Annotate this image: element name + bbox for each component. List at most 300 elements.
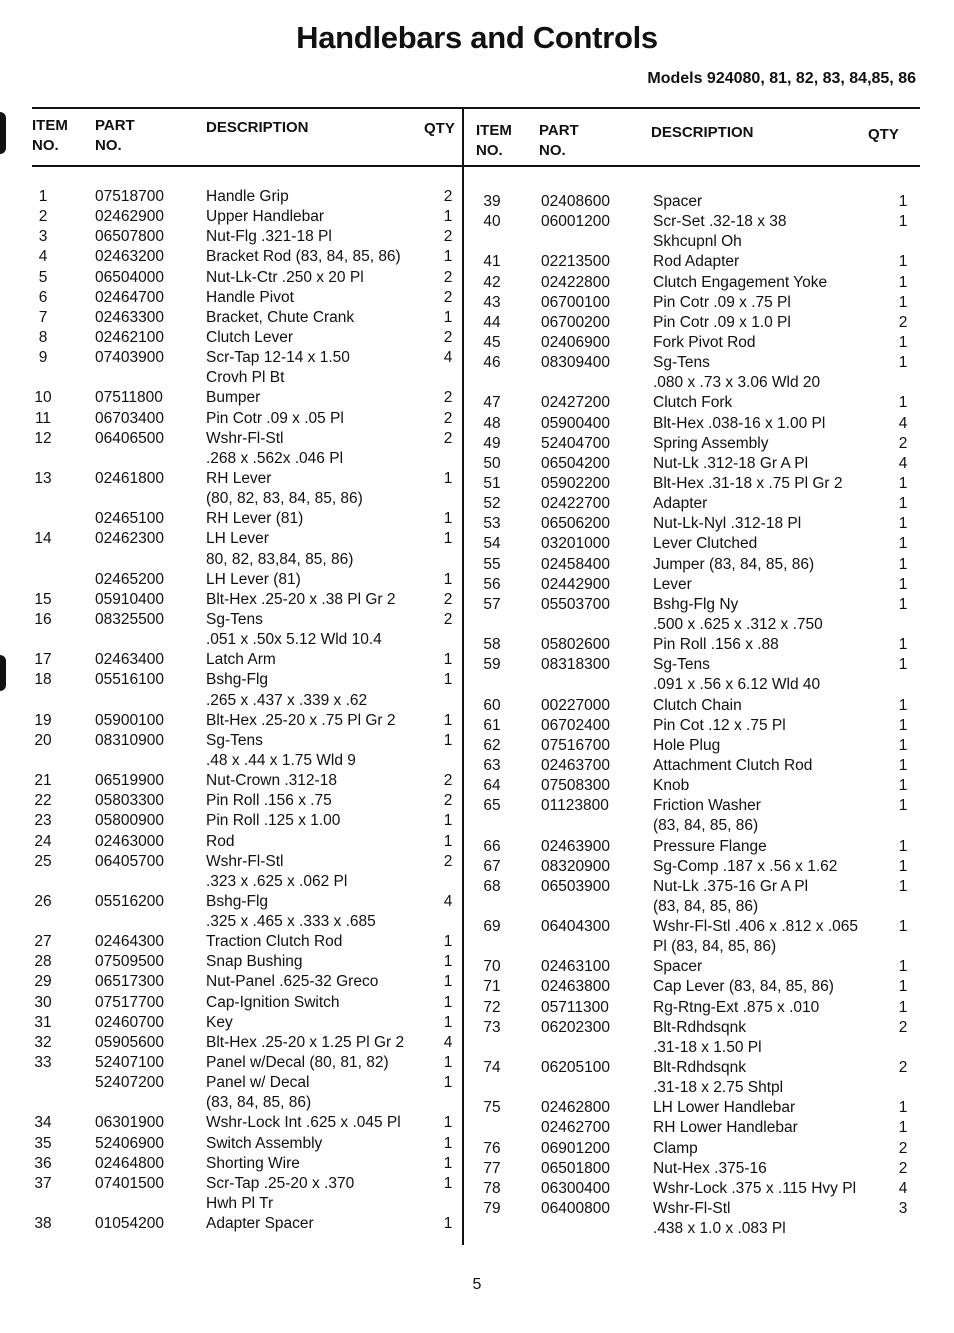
cell-item: 4 [38,248,48,266]
cell-part: 00227000 [541,696,610,714]
cell-desc: Shorting Wire [206,1154,300,1172]
cell-desc: Sg-Tens [206,610,263,628]
cell-desc: LH Lower Handlebar [653,1099,796,1117]
cell-qty: 1 [443,1114,453,1132]
cell-qty: 1 [898,978,908,996]
cell-part: 52406900 [95,1134,164,1152]
cell-qty: 1 [443,933,453,951]
cell-item: 47 [483,394,501,412]
cell-part: 08318300 [541,656,610,674]
cell-qty: 1 [443,1154,453,1172]
cell-item: 39 [483,193,501,210]
cell-qty: 4 [898,454,908,472]
cell-part: 07516700 [541,736,610,754]
cell-item: 30 [34,993,52,1011]
cell-part: 07403900 [95,349,164,367]
cell-part: 07401500 [95,1174,164,1192]
cell-part: 06506200 [541,515,610,533]
cell-qty: 2 [898,1059,908,1077]
right-header-part [539,121,579,161]
cell-qty: 1 [443,1174,453,1192]
cell-item: 75 [483,1099,501,1117]
cell-qty: 2 [443,792,453,810]
cell-item: 34 [34,1114,52,1132]
cell-part: 02463800 [541,978,610,996]
cell-desc: Bumper [206,389,261,407]
cell-item: 74 [483,1059,501,1077]
cell-desc: Wshr-Fl-Stl .406 x .812 x .065 [653,918,859,936]
cell-qty: 2 [443,288,453,306]
cell-qty: 2 [898,434,908,452]
cell-desc: Pin Roll .125 x 1.00 [206,812,341,830]
cell-desc: Bshg-Flg [206,892,269,910]
cell-item: 77 [483,1159,501,1177]
cell-qty: 1 [898,1099,908,1117]
left-header-qty: QTY [424,120,455,137]
cell-qty: 4 [898,414,908,432]
cell-item: 6 [38,288,48,306]
cell-item: 3 [38,228,48,246]
cell-item: 50 [483,454,501,472]
cell-qty: 1 [898,797,908,815]
cell-qty: 2 [443,188,453,205]
cell-part: 02462800 [541,1099,610,1117]
cell-part: 07518700 [95,188,164,205]
cell-desc: Key [206,1013,233,1031]
cell-item: 1 [38,188,48,205]
cell-qty: 1 [443,1074,453,1092]
cell-desc: Nut-Hex .375-16 [653,1159,767,1177]
cell-qty: 1 [443,570,453,588]
cell-part: 07511800 [95,389,163,407]
cell-qty: 1 [898,394,908,412]
cell-desc: Bracket Rod (83, 84, 85, 86) [206,248,401,266]
cell-part: 02463200 [95,248,164,266]
cell-part: 02422800 [541,273,610,291]
cell-qty: 1 [898,193,908,210]
cell-item: 45 [483,333,501,351]
cell-part: 06202300 [541,1018,610,1036]
cell-desc: .268 x .562x .046 Pl [206,449,344,467]
header-item-line1: ITEM [476,122,512,139]
cell-qty: 2 [443,610,453,628]
cell-item: 14 [34,530,52,548]
cell-item: 16 [34,610,52,628]
cell-desc: Friction Washer [653,797,761,815]
cell-qty: 2 [443,389,453,407]
cell-part: 05516100 [95,671,164,689]
cell-desc: Spacer [653,193,703,210]
cell-part: 06501800 [541,1159,610,1177]
column-divider [462,107,464,1245]
cell-item: 65 [483,797,501,815]
right-header-item [476,121,512,161]
page-title: Handlebars and Controls [296,20,658,55]
cell-item: 28 [34,953,52,971]
cell-desc: Fork Pivot Rod [653,333,756,351]
cell-item: 78 [483,1179,501,1197]
cell-item: 33 [34,1054,52,1072]
cell-qty: 1 [443,1134,453,1152]
cell-part: 05503700 [541,595,610,613]
cell-part: 03201000 [541,535,610,553]
cell-desc: Sg-Comp .187 x .56 x 1.62 [653,857,838,875]
cell-qty: 1 [443,973,453,991]
cell-desc: Panel w/ Decal [206,1074,310,1092]
cell-part: 02464300 [95,933,164,951]
cell-desc: .080 x .73 x 3.06 Wld 20 [653,374,821,392]
cell-item: 69 [483,918,501,936]
cell-desc: Nut-Lk .375-16 Gr A Pl [653,877,809,895]
left-header-description: DESCRIPTION [206,119,309,136]
cell-part: 01123800 [541,797,609,815]
cell-desc: Lever Clutched [653,535,758,553]
cell-item: 53 [483,515,501,533]
cell-desc: Crovh Pl Bt [206,369,285,387]
cell-desc: RH Lever [206,469,272,487]
cell-part: 08310900 [95,731,164,749]
cell-item: 26 [34,892,52,910]
cell-part: 05910400 [95,590,164,608]
header-part-line2: NO. [539,142,566,159]
left-header-part [95,116,135,156]
cell-item: 46 [483,354,501,372]
cell-item: 73 [483,1018,501,1036]
cell-qty: 1 [898,495,908,513]
cell-desc: Sg-Tens [653,656,710,674]
cell-desc: Wshr-Lock Int .625 x .045 Pl [206,1114,401,1132]
cell-qty: 1 [898,273,908,291]
cell-part: 02465200 [95,570,164,588]
cell-item: 62 [483,736,501,754]
cell-qty: 1 [898,998,908,1016]
cell-part: 05905600 [95,1033,164,1051]
cell-qty: 1 [443,993,453,1011]
cell-item: 13 [34,469,52,487]
cell-item: 9 [38,349,48,367]
cell-part: 02463400 [95,651,164,669]
cell-part: 02462300 [95,530,164,548]
cell-part: 06406500 [95,429,164,447]
cell-part: 05900400 [541,414,610,432]
cell-desc: Knob [653,777,690,795]
cell-part: 06504200 [541,454,610,472]
cell-qty: 1 [443,308,453,326]
cell-item: 51 [483,474,501,492]
cell-qty: 2 [443,268,453,286]
cell-desc: Wshr-Lock .375 x .115 Hvy Pl [653,1179,857,1197]
cell-part: 02462100 [95,328,164,346]
cell-desc: Rg-Rtng-Ext .875 x .010 [653,998,820,1016]
cell-qty: 1 [898,837,908,855]
cell-qty: 1 [898,213,908,231]
cell-qty: 1 [443,1054,453,1072]
cell-part: 02442900 [541,575,610,593]
cell-desc: Adapter [653,495,708,513]
cell-qty: 1 [898,918,908,936]
page-number: 5 [472,1276,482,1293]
cell-part: 06507800 [95,228,164,246]
cell-desc: Pin Cot .12 x .75 Pl [653,716,786,734]
cell-desc: .265 x .437 x .339 x .62 [206,691,368,709]
cell-qty: 1 [443,530,453,548]
cell-desc: .31-18 x 2.75 Shtpl [653,1079,784,1097]
cell-desc: Sg-Tens [206,731,263,749]
cell-desc: Snap Bushing [206,953,303,971]
cell-part: 02462700 [541,1119,610,1137]
cell-desc: Cap-Ignition Switch [206,993,340,1011]
cell-item: 19 [34,711,52,729]
cell-desc: Upper Handlebar [206,208,325,226]
cell-item: 12 [34,429,52,447]
cell-part: 06503900 [541,877,610,895]
cell-part: 06300400 [541,1179,610,1197]
cell-item: 25 [34,852,52,870]
cell-part: 08309400 [541,354,610,372]
cell-qty: 1 [443,248,453,266]
cell-desc: Nut-Lk-Nyl .312-18 Pl [653,515,802,533]
cell-item: 22 [34,792,52,810]
cell-desc: Pin Cotr .09 x .05 Pl [206,409,344,427]
cell-item: 72 [483,998,501,1016]
cell-part: 06517300 [95,973,164,991]
cell-desc: .438 x 1.0 x .083 Pl [653,1220,786,1238]
cell-qty: 1 [898,696,908,714]
cell-item: 27 [34,933,52,951]
cell-part: 06001200 [541,213,610,231]
cell-item: 8 [38,328,48,346]
cell-part: 02458400 [541,555,610,573]
cell-desc: Nut-Lk .312-18 Gr A Pl [653,454,809,472]
cell-desc: Handle Pivot [206,288,294,306]
cell-qty: 1 [898,636,908,654]
cell-part: 06700200 [541,313,610,331]
cell-desc: Blt-Hex .31-18 x .75 Pl Gr 2 [653,474,843,492]
header-item-line2: NO. [476,142,503,159]
cell-item: 43 [483,293,501,311]
cell-part: 06405700 [95,852,164,870]
cell-qty: 1 [898,656,908,674]
cell-qty: 2 [443,409,453,427]
cell-qty: 1 [898,293,908,311]
cell-qty: 2 [443,228,453,246]
cell-desc: Panel w/Decal (80, 81, 82) [206,1054,389,1072]
cell-desc: Hole Plug [653,736,721,754]
cell-desc: Blt-Rdhdsqnk [653,1059,747,1077]
cell-part: 06519900 [95,772,164,790]
cell-part: 02463700 [541,756,610,774]
cell-desc: Nut-Flg .321-18 Pl [206,228,332,246]
cell-item: 2 [38,208,48,226]
cell-qty: 2 [443,328,453,346]
cell-desc: Blt-Hex .25-20 x .38 Pl Gr 2 [206,590,396,608]
left-header-item [32,116,68,156]
cell-part: 02463100 [541,958,610,976]
cell-item: 49 [483,434,501,452]
cell-item: 64 [483,777,501,795]
right-header-description: DESCRIPTION [651,124,754,141]
cell-item: 41 [483,253,501,271]
cell-desc: 80, 82, 83,84, 85, 86) [206,550,354,568]
cell-desc: .051 x .50x 5.12 Wld 10.4 [206,631,382,649]
cell-item: 55 [483,555,501,573]
cell-item: 21 [34,772,52,790]
cell-part: 02464700 [95,288,164,306]
cell-part: 07509500 [95,953,164,971]
cell-part: 02462900 [95,208,164,226]
cell-desc: .325 x .465 x .333 x .685 [206,913,376,931]
cell-desc: (80, 82, 83, 84, 85, 86) [206,490,363,508]
cell-desc: LH Lever [206,530,269,548]
cell-part: 06703400 [95,409,164,427]
cell-desc: Lever [653,575,692,593]
cell-item: 48 [483,414,501,432]
cell-part: 08320900 [541,857,610,875]
cell-part: 05900100 [95,711,164,729]
cell-item: 76 [483,1139,501,1157]
cell-qty: 1 [443,1215,453,1233]
cell-desc: Scr-Tap 12-14 x 1.50 [206,349,350,367]
cell-qty: 1 [898,555,908,573]
cell-qty: 1 [443,469,453,487]
cell-qty: 1 [443,651,453,669]
cell-desc: Adapter Spacer [206,1215,314,1233]
cell-qty: 1 [443,711,453,729]
cell-qty: 1 [898,575,908,593]
cell-qty: 1 [898,716,908,734]
cell-part: 07508300 [541,777,610,795]
cell-qty: 1 [898,595,908,613]
cell-desc: Bracket, Chute Crank [206,308,355,326]
cell-desc: Clutch Fork [653,394,733,412]
cell-desc: Jumper (83, 84, 85, 86) [653,555,815,573]
cell-part: 02463000 [95,832,164,850]
cell-part: 02460700 [95,1013,164,1031]
cell-item: 44 [483,313,501,331]
cell-desc: Bshg-Flg [206,671,269,689]
cell-part: 52404700 [541,434,610,452]
models-line: Models 924080, 81, 82, 83, 84,85, 86 [647,70,916,87]
cell-qty: 1 [443,510,453,528]
cell-part: 02461800 [95,469,164,487]
cell-item: 59 [483,656,501,674]
cell-part: 06702400 [541,716,610,734]
cell-desc: Scr-Set .32-18 x 38 [653,213,787,231]
cell-item: 58 [483,636,501,654]
cell-qty: 1 [898,756,908,774]
header-part-line1: PART [95,117,135,134]
cell-part: 05516200 [95,892,164,910]
cell-part: 02465100 [95,510,164,528]
cell-qty: 1 [443,671,453,689]
cell-qty: 1 [898,253,908,271]
cell-item: 15 [34,590,52,608]
cell-part: 01054200 [95,1215,164,1233]
cell-qty: 2 [898,1139,908,1157]
cell-desc: (83, 84, 85, 86) [206,1094,312,1112]
cell-desc: Hwh Pl Tr [206,1195,274,1213]
cell-part: 06301900 [95,1114,164,1132]
cell-qty: 2 [443,772,453,790]
cell-qty: 1 [898,958,908,976]
cell-desc: Latch Arm [206,651,276,669]
cell-desc: Rod [206,832,235,850]
cell-desc: Scr-Tap .25-20 x .370 [206,1174,355,1192]
cell-part: 06205100 [541,1059,610,1077]
cell-desc: Blt-Hex .25-20 x .75 Pl Gr 2 [206,711,396,729]
cell-qty: 1 [443,208,453,226]
cell-item: 67 [483,857,501,875]
cell-desc: Nut-Lk-Ctr .250 x 20 Pl [206,268,364,286]
cell-desc: Pin Roll .156 x .75 [206,792,332,810]
cell-qty: 1 [898,857,908,875]
cell-qty: 4 [898,1179,908,1197]
table-top-rule [32,107,920,109]
cell-item: 24 [34,832,52,850]
cell-qty: 2 [443,590,453,608]
cell-desc: Switch Assembly [206,1134,323,1152]
cell-desc: Blt-Hex .25-20 x 1.25 Pl Gr 2 [206,1033,405,1051]
cell-desc: Skhcupnl Oh [653,233,742,251]
cell-part: 05902200 [541,474,610,492]
cell-desc: Blt-Rdhdsqnk [653,1018,747,1036]
cell-desc: .091 x .56 x 6.12 Wld 40 [653,676,821,694]
cell-item: 10 [34,389,52,407]
cell-part: 08325500 [95,610,164,628]
cell-qty: 1 [898,354,908,372]
cell-qty: 1 [898,333,908,351]
cell-qty: 1 [898,736,908,754]
cell-part: 02464800 [95,1154,164,1172]
cell-qty: 4 [443,892,453,910]
cell-desc: Sg-Tens [653,354,710,372]
cell-desc: Spacer [653,958,703,976]
cell-part: 06400800 [541,1200,610,1218]
cell-qty: 1 [898,1119,908,1137]
cell-qty: 1 [898,777,908,795]
cell-qty: 1 [898,535,908,553]
cell-item: 29 [34,973,52,991]
cell-desc: Wshr-Fl-Stl [206,429,284,447]
binding-mark-top [0,112,6,154]
cell-part: 52407100 [95,1054,164,1072]
cell-desc: LH Lever (81) [206,570,301,588]
cell-desc: Clamp [653,1139,698,1157]
cell-item: 52 [483,495,501,513]
cell-item: 35 [34,1134,52,1152]
cell-part: 05803300 [95,792,164,810]
cell-desc: Wshr-Fl-Stl [653,1200,731,1218]
cell-part: 07517700 [95,993,164,1011]
cell-part: 02427200 [541,394,610,412]
cell-qty: 1 [898,515,908,533]
cell-qty: 1 [443,1013,453,1031]
cell-qty: 2 [443,852,453,870]
cell-desc: Handle Grip [206,188,289,205]
cell-qty: 1 [443,832,453,850]
cell-item: 23 [34,812,52,830]
cell-desc: Blt-Hex .038-16 x 1.00 Pl [653,414,826,432]
cell-item: 79 [483,1200,501,1218]
cell-desc: .500 x .625 x .312 x .750 [653,615,823,633]
cell-desc: Bshg-Flg Ny [653,595,739,613]
cell-part: 06404300 [541,918,610,936]
cell-part: 06504000 [95,268,164,286]
cell-desc: Attachment Clutch Rod [653,756,813,774]
cell-desc: Nut-Crown .312-18 [206,772,337,790]
cell-item: 57 [483,595,501,613]
cell-qty: 1 [898,877,908,895]
